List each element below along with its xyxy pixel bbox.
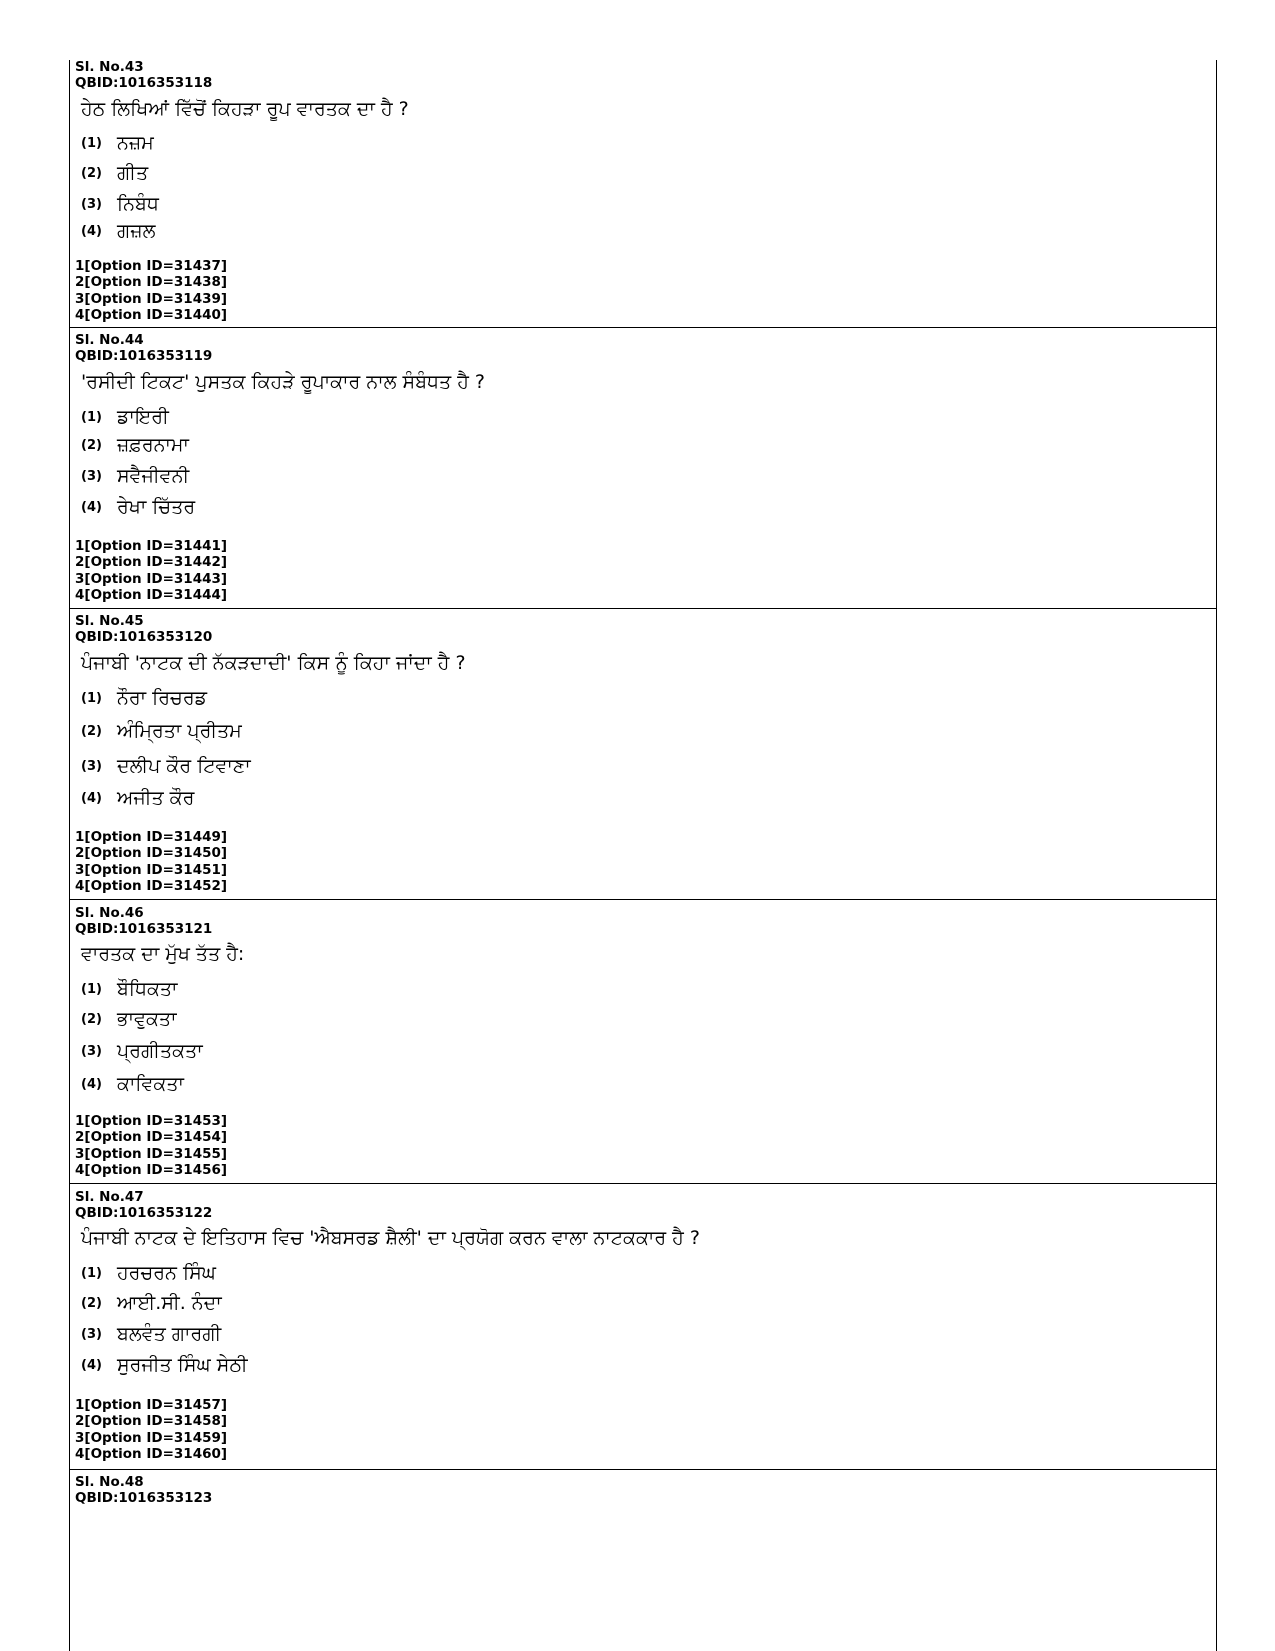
option-number: (3) (81, 759, 102, 774)
option-text: ਅੰਮ੍ਰਿਤਾ ਪ੍ਰੀਤਮ (117, 720, 242, 742)
option-id: 3[Option ID=31451] (75, 861, 228, 878)
question-block (70, 608, 1216, 899)
option-id: 1[Option ID=31437] (75, 258, 228, 274)
option-number: (4) (81, 224, 102, 239)
option-id-list (75, 1397, 227, 1462)
option-id: 1[Option ID=31441] (75, 538, 228, 554)
option-number: (2) (81, 438, 102, 453)
option-id: 4[Option ID=31444] (75, 586, 228, 603)
question-meta (75, 905, 212, 937)
question-text: ਵਾਰਤਕ ਦਾ ਮੁੱਖ ਤੱਤ ਹੈ: (81, 943, 245, 965)
option-number: (3) (81, 1044, 102, 1059)
option-id: 4[Option ID=31440] (75, 306, 228, 323)
option-id: 1[Option ID=31449] (75, 829, 228, 845)
option-number: (3) (81, 1327, 102, 1342)
option-number: (2) (81, 1012, 102, 1027)
option-text: ਸਵੈਜੀਵਨੀ (117, 465, 190, 487)
option-id: 1[Option ID=31453] (75, 1113, 228, 1129)
option-text: ਨਜ਼ਮ (117, 132, 154, 154)
serial-number: Sl. No.44 (75, 332, 144, 348)
question-block (70, 327, 1216, 608)
option-text: ਬੌਧਿਕਤਾ (117, 978, 178, 1000)
option-text: ਬਲਵੰਤ ਗਾਰਗੀ (117, 1323, 222, 1345)
option-number: (4) (81, 1077, 102, 1092)
option-number: (3) (81, 197, 102, 212)
option-id: 3[Option ID=31439] (75, 290, 228, 307)
question-block (70, 60, 1216, 327)
option-text: ਹਰਚਰਨ ਸਿੰਘ (117, 1262, 216, 1284)
option-text: ਨਿਬੰਧ (117, 193, 159, 215)
serial-number: Sl. No.46 (75, 905, 144, 921)
option-text: ਡਾਇਰੀ (117, 406, 169, 428)
option-number: (1) (81, 136, 102, 151)
option-id-list (75, 829, 227, 894)
qbid: QBID:1016353122 (75, 1205, 213, 1221)
question-block (70, 1469, 1216, 1651)
option-number: (1) (81, 1266, 102, 1281)
question-meta (75, 332, 212, 364)
option-id: 2[Option ID=31454] (75, 1129, 228, 1146)
option-number: (2) (81, 1296, 102, 1311)
option-text: ਗੀਤ (117, 162, 149, 184)
option-number: (2) (81, 724, 102, 739)
qbid: QBID:1016353118 (75, 75, 213, 91)
question-block (70, 1183, 1216, 1469)
question-block (70, 899, 1216, 1183)
option-id: 4[Option ID=31460] (75, 1445, 228, 1462)
option-number: (1) (81, 691, 102, 706)
serial-number: Sl. No.45 (75, 613, 144, 629)
option-text: ਅਜੀਤ ਕੌਰ (117, 787, 195, 809)
option-number: (1) (81, 982, 102, 997)
option-id: 2[Option ID=31458] (75, 1413, 228, 1430)
option-id-list (75, 538, 227, 603)
question-text: ਹੇਠ ਲਿਖਿਆਂ ਵਿੱਚੋਂ ਕਿਹੜਾ ਰੂਪ ਵਾਰਤਕ ਦਾ ਹੈ ? (81, 98, 409, 120)
option-text: ਰੇਖਾ ਚਿੱਤਰ (117, 496, 196, 518)
option-number: (1) (81, 410, 102, 425)
option-text: ਭਾਵੁਕਤਾ (117, 1008, 177, 1030)
option-id-list (75, 258, 227, 323)
option-number: (4) (81, 791, 102, 806)
option-text: ਜ਼ਫ਼ਰਨਾਮਾ (117, 434, 189, 456)
option-id: 3[Option ID=31443] (75, 570, 228, 587)
question-meta (75, 1474, 212, 1506)
option-id: 4[Option ID=31456] (75, 1161, 228, 1178)
option-id: 2[Option ID=31438] (75, 274, 228, 291)
serial-number: Sl. No.43 (75, 59, 144, 75)
qbid: QBID:1016353120 (75, 629, 213, 645)
question-meta (75, 613, 212, 645)
option-text: ਆਈ.ਸੀ. ਨੰਦਾ (117, 1292, 222, 1314)
question-text: 'ਰਸੀਦੀ ਟਿਕਟ' ਪੁਸਤਕ ਕਿਹੜੇ ਰੂਪਾਕਾਰ ਨਾਲ ਸੰਬੰਧਤ ਹੈ ? (81, 371, 486, 393)
option-text: ਪ੍ਰਗੀਤਕਤਾ (117, 1040, 203, 1062)
question-text: ਪੰਜਾਬੀ 'ਨਾਟਕ ਦੀ ਨੱਕੜਦਾਦੀ' ਕਿਸ ਨੂੰ ਕਿਹਾ ਜਾਂਦਾ ਹੈ ? (81, 652, 466, 674)
option-text: ਦਲੀਪ ਕੌਰ ਟਿਵਾਣਾ (117, 755, 251, 777)
serial-number: Sl. No.47 (75, 1189, 144, 1205)
serial-number: Sl. No.48 (75, 1474, 144, 1490)
qbid: QBID:1016353123 (75, 1490, 213, 1506)
question-text: ਪੰਜਾਬੀ ਨਾਟਕ ਦੇ ਇਤਿਹਾਸ ਵਿਚ 'ਐਬਸਰਡ ਸ਼ੈਲੀ' ਦਾ ਪ੍ਰਯੋਗ ਕਰਨ ਵਾਲਾ ਨਾਟਕਕਾਰ ਹੈ ? (81, 1227, 700, 1249)
question-meta (75, 1189, 212, 1221)
option-text: ਸੁਰਜੀਤ ਸਿੰਘ ਸੇਠੀ (117, 1354, 248, 1376)
question-paper-page (69, 60, 1217, 1651)
option-id: 2[Option ID=31450] (75, 845, 228, 862)
option-text: ਨੌਰਾ ਰਿਚਰਡ (117, 687, 207, 709)
option-id: 3[Option ID=31459] (75, 1429, 228, 1446)
option-id-list (75, 1113, 227, 1178)
option-number: (2) (81, 166, 102, 181)
option-id: 3[Option ID=31455] (75, 1145, 228, 1162)
option-text: ਗਜ਼ਲ (117, 220, 156, 242)
option-id: 4[Option ID=31452] (75, 877, 228, 894)
option-number: (4) (81, 500, 102, 515)
qbid: QBID:1016353119 (75, 348, 213, 364)
option-id: 1[Option ID=31457] (75, 1397, 228, 1413)
qbid: QBID:1016353121 (75, 921, 213, 937)
question-meta (75, 59, 212, 91)
option-number: (4) (81, 1358, 102, 1373)
option-text: ਕਾਵਿਕਤਾ (117, 1073, 184, 1095)
option-number: (3) (81, 469, 102, 484)
option-id: 2[Option ID=31442] (75, 554, 228, 571)
